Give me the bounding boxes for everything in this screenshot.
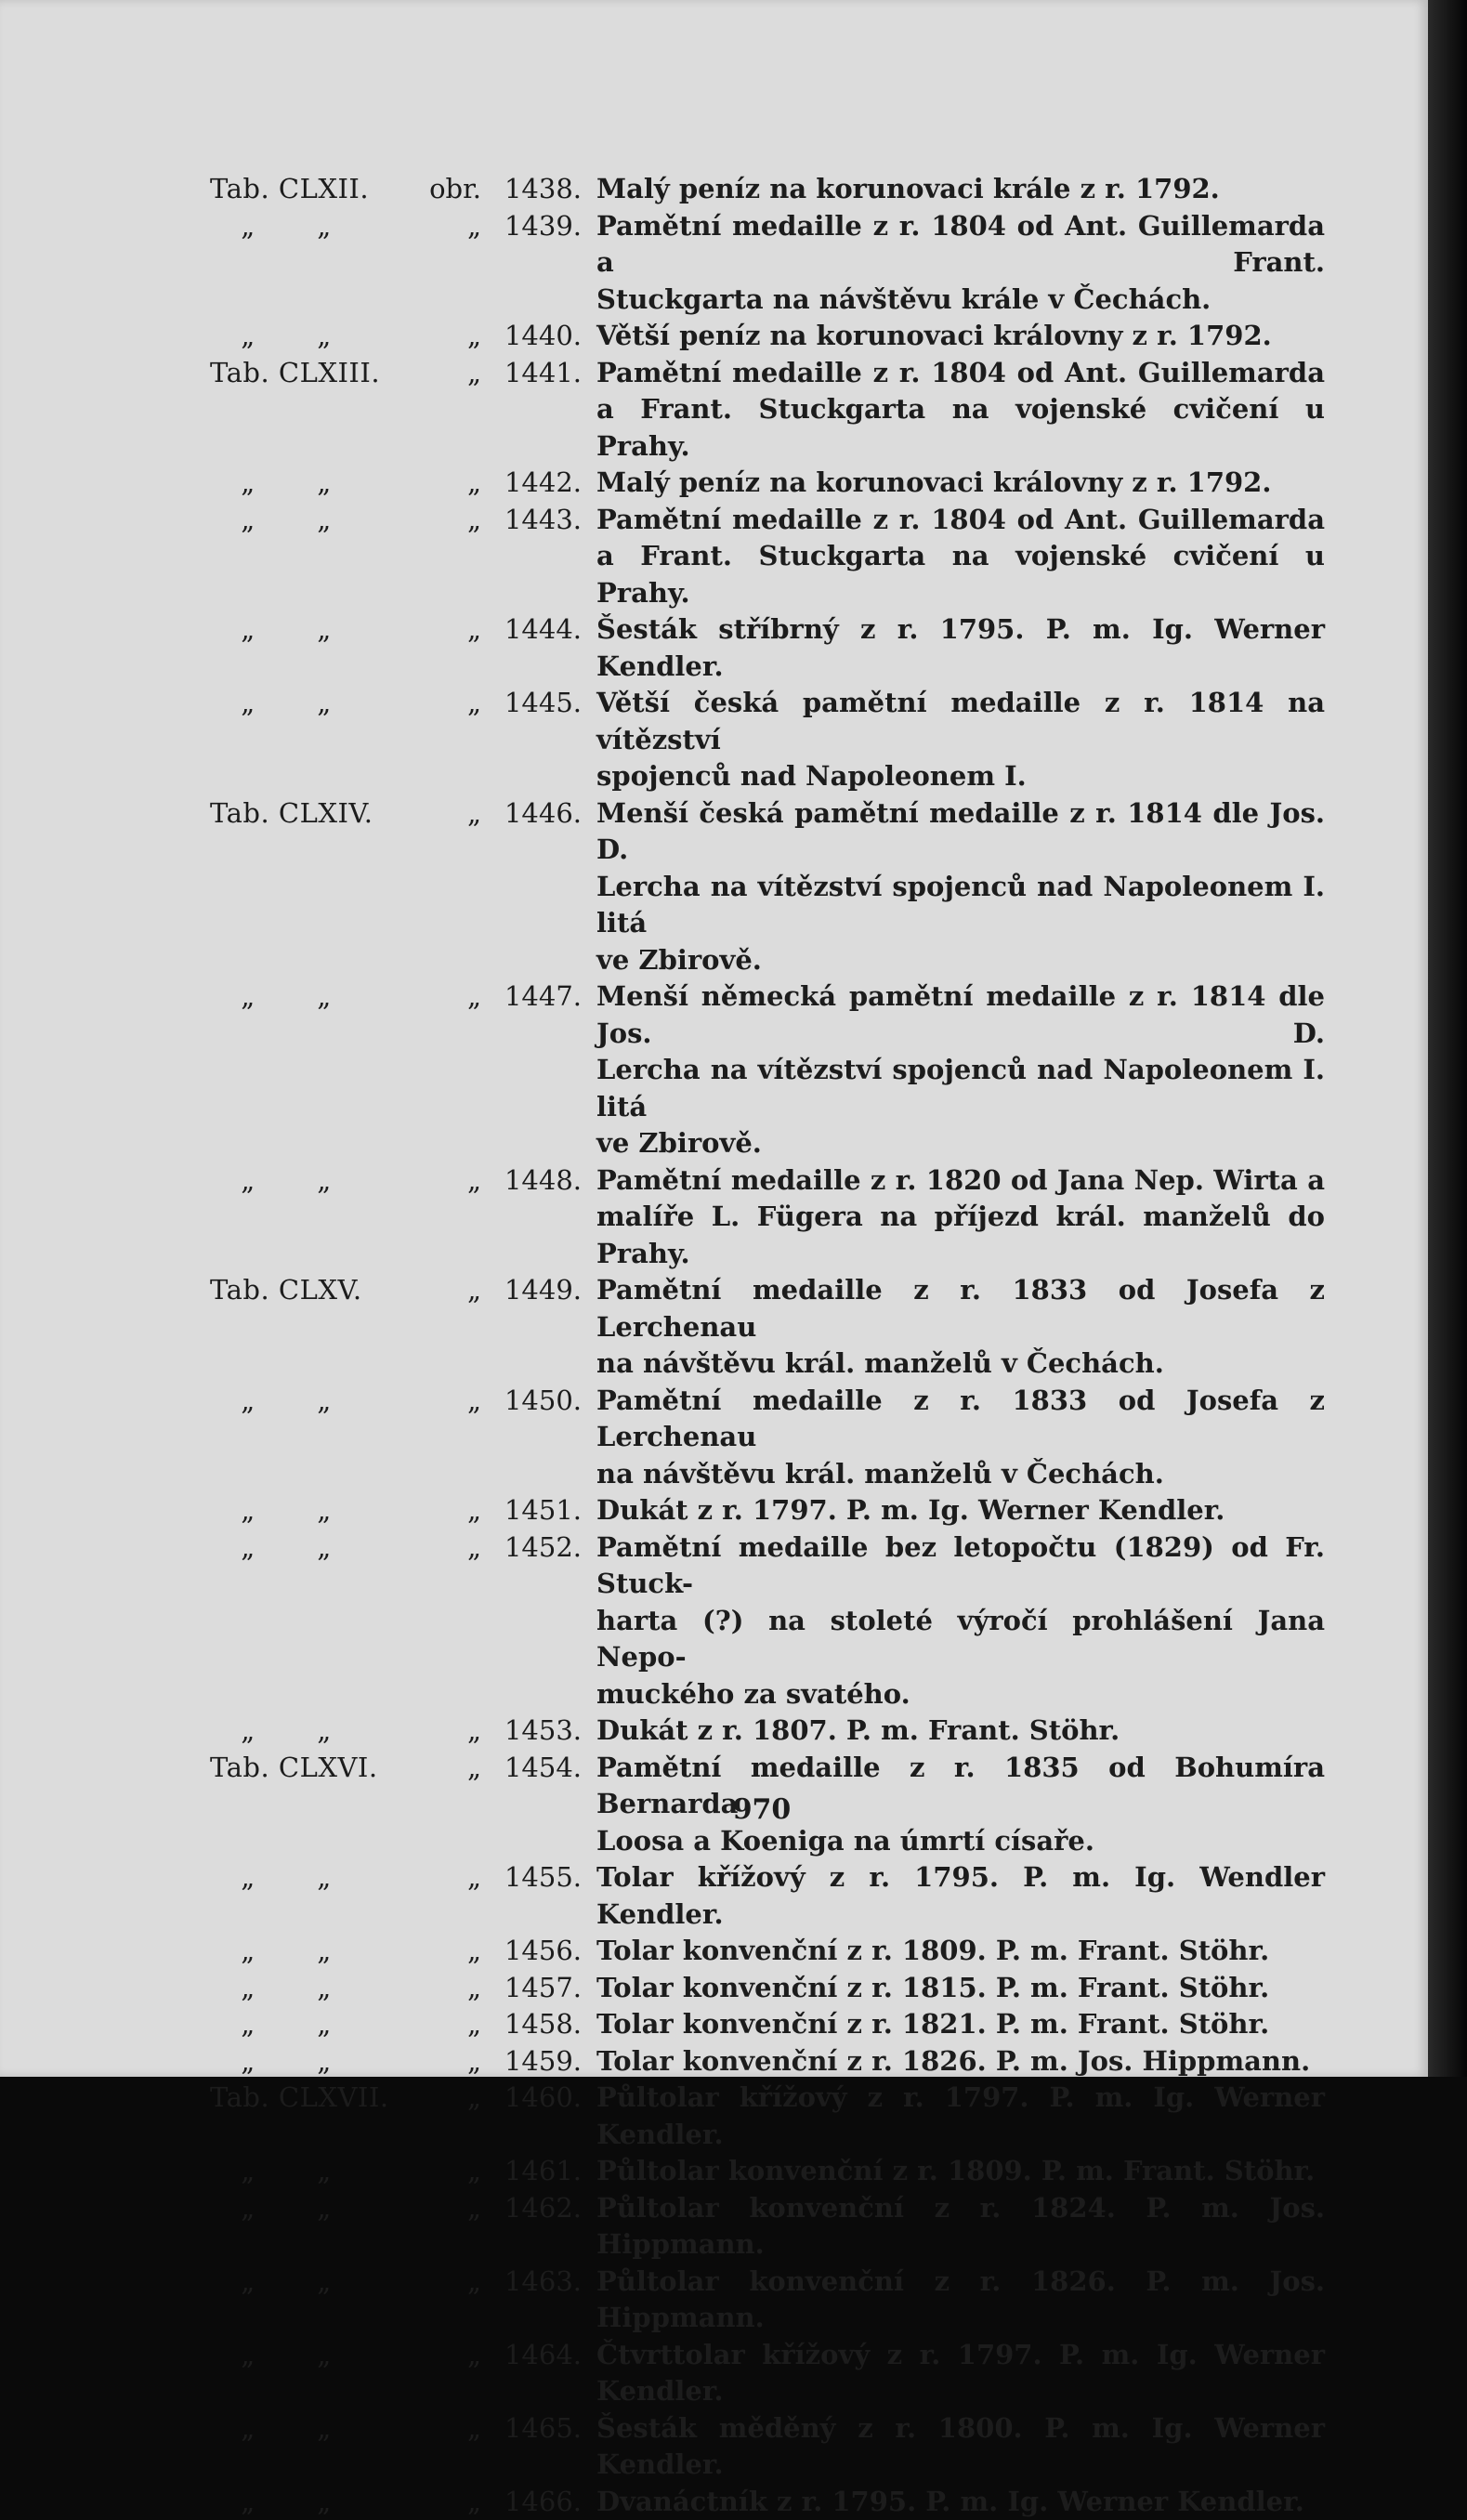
description-line: muckého za svatého. (596, 1676, 1325, 1713)
ditto-mark: „ (286, 465, 362, 502)
description-line: Pamětní medaille z r. 1804 od Ant. Guillemarda (596, 355, 1325, 392)
ditto-mark: „ (210, 2190, 286, 2227)
description-line: Malý peníz na korunovaci královny z r. 1792. (596, 465, 1325, 502)
ditto-mark: „ (286, 2006, 362, 2043)
description-line: Malý peníz na korunovaci krále z r. 1792. (596, 171, 1325, 208)
entry-row (210, 1713, 1325, 1750)
entry-description (596, 2264, 1325, 2337)
description-line: a Frant. Stuckgarta na vojenské cvičení u Prahy. (596, 391, 1325, 465)
ditto-mark: „ (286, 1970, 362, 2007)
figure-label: „ (424, 1383, 494, 1420)
entry-number: 1450. (494, 1383, 596, 1420)
entry-row (210, 355, 1325, 466)
entry-description (596, 2080, 1325, 2153)
entry-number: 1454. (494, 1750, 596, 1787)
ditto-mark: „ (210, 2153, 286, 2190)
plate-reference (210, 1162, 424, 1200)
entry-description (596, 685, 1325, 795)
plate-reference: Tab. CLXIV. (210, 795, 424, 833)
figure-label: „ (424, 1272, 494, 1309)
ditto-mark: „ (210, 2006, 286, 2043)
entry-row (210, 2080, 1325, 2153)
plate-reference (210, 502, 424, 539)
plate-reference (210, 2043, 424, 2080)
description-line: Menší česká pamětní medaille z r. 1814 dle Jos. D. (596, 795, 1325, 869)
figure-label: „ (424, 795, 494, 833)
entry-description (596, 1162, 1325, 1273)
entry-row (210, 978, 1325, 1162)
entry-description (596, 355, 1325, 466)
entry-number: 1442. (494, 465, 596, 502)
figure-label: „ (424, 1529, 494, 1567)
ditto-mark: „ (210, 611, 286, 649)
description-line: na návštěvu král. manželů v Čechách. (596, 1345, 1325, 1383)
entry-row (210, 2410, 1325, 2484)
entry-number: 1447. (494, 978, 596, 1016)
plate-reference (210, 1933, 424, 1970)
figure-label: „ (424, 2337, 494, 2374)
ditto-mark: „ (210, 1713, 286, 1750)
figure-label: „ (424, 978, 494, 1016)
ditto-mark: „ (286, 978, 362, 1016)
description-line: Tolar konvenční z r. 1826. P. m. Jos. Hippmann. (596, 2043, 1325, 2080)
entry-number: 1465. (494, 2410, 596, 2448)
plate-reference (210, 2153, 424, 2190)
ditto-mark: „ (210, 2484, 286, 2520)
description-line: malíře L. Fügera na příjezd král. manželů do Prahy. (596, 1199, 1325, 1272)
figure-label: „ (424, 502, 494, 539)
ditto-mark: „ (286, 1933, 362, 1970)
plate-reference (210, 2006, 424, 2043)
entry-number: 1462. (494, 2190, 596, 2227)
ditto-mark: „ (286, 2043, 362, 2080)
entry-row (210, 2190, 1325, 2264)
ditto-mark: „ (286, 1162, 362, 1200)
ditto-mark: „ (210, 502, 286, 539)
ditto-mark: „ (286, 1492, 362, 1529)
description-line: Pamětní medaille z r. 1833 od Josefa z Lerchenau (596, 1272, 1325, 1345)
entry-description (596, 795, 1325, 979)
description-line: ve Zbirově. (596, 942, 1325, 979)
entry-description (596, 2006, 1325, 2043)
figure-label: „ (424, 2043, 494, 2080)
entry-number: 1455. (494, 1859, 596, 1897)
entry-row (210, 611, 1325, 685)
plate-reference (210, 1529, 424, 1567)
description-line: Dvanáctník z r. 1795. P. m. Ig. Werner Kendler. (596, 2484, 1325, 2520)
description-line: Dukát z r. 1807. P. m. Frant. Stöhr. (596, 1713, 1325, 1750)
entry-description (596, 1529, 1325, 1713)
entry-row (210, 1492, 1325, 1529)
entry-description (596, 978, 1325, 1162)
entry-row (210, 1933, 1325, 1970)
figure-label: obr. (424, 171, 494, 208)
figure-label: „ (424, 1162, 494, 1200)
ditto-mark: „ (210, 1970, 286, 2007)
figure-label: „ (424, 318, 494, 355)
entry-row (210, 502, 1325, 612)
plate-reference: Tab. CLXIII. (210, 355, 424, 392)
entry-number: 1444. (494, 611, 596, 649)
figure-label: „ (424, 1492, 494, 1529)
entry-description (596, 1383, 1325, 1493)
figure-label: „ (424, 2410, 494, 2448)
ditto-mark: „ (210, 208, 286, 245)
ditto-mark: „ (210, 2264, 286, 2301)
entry-number: 1446. (494, 795, 596, 833)
figure-label: „ (424, 1713, 494, 1750)
figure-label: „ (424, 1933, 494, 1970)
plate-reference (210, 1859, 424, 1897)
description-line: spojenců nad Napoleonem I. (596, 758, 1325, 795)
plate-reference (210, 1383, 424, 1420)
entry-number: 1463. (494, 2264, 596, 2301)
entry-number: 1448. (494, 1162, 596, 1200)
ditto-mark: „ (286, 2484, 362, 2520)
description-line: a Frant. Stuckgarta na vojenské cvičení u Prahy. (596, 538, 1325, 611)
entry-row (210, 171, 1325, 208)
entry-description (596, 1713, 1325, 1750)
description-line: Loosa a Koeniga na úmrtí císaře. (596, 1823, 1325, 1860)
ditto-mark: „ (286, 2264, 362, 2301)
entry-row (210, 685, 1325, 795)
plate-reference (210, 1970, 424, 2007)
ditto-mark: „ (286, 2190, 362, 2227)
ditto-mark: „ (286, 318, 362, 355)
figure-label: „ (424, 2153, 494, 2190)
ditto-mark: „ (286, 1529, 362, 1567)
description-line: Pamětní medaille z r. 1820 od Jana Nep. Wirta a (596, 1162, 1325, 1200)
entry-number: 1460. (494, 2080, 596, 2117)
entry-number: 1453. (494, 1713, 596, 1750)
entry-row (210, 1970, 1325, 2007)
ditto-mark: „ (210, 318, 286, 355)
ditto-mark: „ (210, 1492, 286, 1529)
ditto-mark: „ (210, 465, 286, 502)
plate-reference: Tab. CLXVII. (210, 2080, 424, 2117)
entry-row (210, 2006, 1325, 2043)
ditto-mark: „ (210, 685, 286, 722)
description-line: Šesták stříbrný z r. 1795. P. m. Ig. Werner Kendler. (596, 611, 1325, 685)
entry-row (210, 318, 1325, 355)
description-line: Tolar konvenční z r. 1815. P. m. Frant. Stöhr. (596, 1970, 1325, 2007)
entry-row (210, 795, 1325, 979)
entry-description (596, 1970, 1325, 2007)
plate-reference (210, 611, 424, 649)
entry-description (596, 465, 1325, 502)
ditto-mark: „ (286, 2337, 362, 2374)
entry-row (210, 1859, 1325, 1933)
plate-reference (210, 2264, 424, 2301)
plate-reference (210, 685, 424, 722)
entry-number: 1439. (494, 208, 596, 245)
description-line: Půltolar křížový z r. 1797. P. m. Ig. Werner Kendler. (596, 2080, 1325, 2153)
description-line: ve Zbirově. (596, 1125, 1325, 1162)
description-line: Půltolar konvenční z r. 1809. P. m. Frant. Stöhr. (596, 2153, 1325, 2190)
plate-reference (210, 208, 424, 245)
description-line: harta (?) na stoleté výročí prohlášení Jana Nepo- (596, 1603, 1325, 1676)
plate-reference (210, 2337, 424, 2374)
entry-description (596, 318, 1325, 355)
plate-reference (210, 2410, 424, 2448)
description-line: Pamětní medaille z r. 1804 od Ant. Guillemarda a Frant. (596, 208, 1325, 282)
entry-description (596, 2337, 1325, 2410)
entry-row (210, 1162, 1325, 1273)
entry-description (596, 208, 1325, 319)
description-line: Půltolar konvenční z r. 1824. P. m. Jos. Hippmann. (596, 2190, 1325, 2264)
entry-row (210, 1529, 1325, 1713)
entry-row (210, 2043, 1325, 2080)
entry-row (210, 2337, 1325, 2410)
entry-row (210, 2264, 1325, 2337)
ditto-mark: „ (286, 611, 362, 649)
plate-reference (210, 1492, 424, 1529)
ditto-mark: „ (286, 2410, 362, 2448)
entry-number: 1438. (494, 171, 596, 208)
ditto-mark: „ (210, 1162, 286, 1200)
description-line: Menší německá pamětní medaille z r. 1814 dle Jos. D. (596, 978, 1325, 1052)
entry-number: 1452. (494, 1529, 596, 1567)
entry-description (596, 2153, 1325, 2190)
plate-reference (210, 1713, 424, 1750)
entry-description (596, 1859, 1325, 1933)
plate-reference: Tab. CLXVI. (210, 1750, 424, 1787)
entry-row (210, 208, 1325, 319)
ditto-mark: „ (210, 1933, 286, 1970)
figure-label: „ (424, 611, 494, 649)
entry-row (210, 1383, 1325, 1493)
entry-description (596, 2410, 1325, 2484)
entry-number: 1458. (494, 2006, 596, 2043)
figure-label: „ (424, 2264, 494, 2301)
entry-number: 1445. (494, 685, 596, 722)
plate-reference (210, 2190, 424, 2227)
entry-description (596, 502, 1325, 612)
scan-edge (1428, 0, 1467, 2077)
description-line: Dukát z r. 1797. P. m. Ig. Werner Kendler. (596, 1492, 1325, 1529)
figure-label: „ (424, 685, 494, 722)
ditto-mark: „ (210, 1529, 286, 1567)
entry-number: 1443. (494, 502, 596, 539)
ditto-mark: „ (210, 2410, 286, 2448)
plate-reference (210, 465, 424, 502)
entry-description (596, 1933, 1325, 1970)
figure-label: „ (424, 2006, 494, 2043)
entry-number: 1451. (494, 1492, 596, 1529)
ditto-mark: „ (210, 1859, 286, 1897)
ditto-mark: „ (210, 1383, 286, 1420)
description-line: Tolar konvenční z r. 1821. P. m. Frant. Stöhr. (596, 2006, 1325, 2043)
entry-row (210, 2484, 1325, 2520)
ditto-mark: „ (210, 978, 286, 1016)
description-line: Větší česká pamětní medaille z r. 1814 na vítězství (596, 685, 1325, 758)
description-line: Lercha na vítězství spojenců nad Napoleonem I. litá (596, 1052, 1325, 1125)
description-line: Větší peníz na korunovaci královny z r. 1792. (596, 318, 1325, 355)
plate-reference: Tab. CLXV. (210, 1272, 424, 1309)
figure-label: „ (424, 1750, 494, 1787)
figure-label: „ (424, 2190, 494, 2227)
entry-number: 1449. (494, 1272, 596, 1309)
description-line: Půltolar konvenční z r. 1826. P. m. Jos. Hippmann. (596, 2264, 1325, 2337)
entry-description (596, 1272, 1325, 1383)
description-line: Pamětní medaille bez letopočtu (1829) od Fr. Stuck- (596, 1529, 1325, 1603)
figure-label: „ (424, 1859, 494, 1897)
description-line: Tolar konvenční z r. 1809. P. m. Frant. Stöhr. (596, 1933, 1325, 1970)
description-line: Lercha na vítězství spojenců nad Napoleonem I. litá (596, 869, 1325, 942)
figure-label: „ (424, 2080, 494, 2117)
entry-description (596, 171, 1325, 208)
entry-number: 1466. (494, 2484, 596, 2520)
ditto-mark: „ (286, 2153, 362, 2190)
ditto-mark: „ (286, 685, 362, 722)
entry-number: 1456. (494, 1933, 596, 1970)
ditto-mark: „ (286, 1713, 362, 1750)
description-line: na návštěvu král. manželů v Čechách. (596, 1456, 1325, 1493)
description-line: Pamětní medaille z r. 1835 od Bohumíra Bernarda (596, 1750, 1325, 1823)
figure-label: „ (424, 208, 494, 245)
ditto-mark: „ (210, 2043, 286, 2080)
entry-number: 1440. (494, 318, 596, 355)
entry-number: 1459. (494, 2043, 596, 2080)
ditto-mark: „ (210, 2337, 286, 2374)
description-line: Šesták měděný z r. 1800. P. m. Ig. Werner Kendler. (596, 2410, 1325, 2484)
entry-description (596, 1492, 1325, 1529)
entry-number: 1457. (494, 1970, 596, 2007)
entry-number: 1464. (494, 2337, 596, 2374)
description-line: Tolar křížový z r. 1795. P. m. Ig. Wendler Kendler. (596, 1859, 1325, 1933)
description-line: Pamětní medaille z r. 1804 od Ant. Guillemarda (596, 502, 1325, 539)
entry-description (596, 2484, 1325, 2520)
ditto-mark: „ (286, 1859, 362, 1897)
figure-label: „ (424, 1970, 494, 2007)
page-number: 970 (650, 1793, 873, 1826)
plate-reference (210, 978, 424, 1016)
entry-row (210, 2153, 1325, 2190)
description-line: Stuckgarta na návštěvu krále v Čechách. (596, 282, 1325, 319)
ditto-mark: „ (286, 208, 362, 245)
figure-label: „ (424, 2484, 494, 2520)
figure-label: „ (424, 355, 494, 392)
plate-reference (210, 2484, 424, 2520)
description-line: Čtvrttolar křížový z r. 1797. P. m. Ig. Werner Kendler. (596, 2337, 1325, 2410)
entry-row (210, 465, 1325, 502)
entry-description (596, 2190, 1325, 2264)
ditto-mark: „ (286, 502, 362, 539)
entry-description (596, 2043, 1325, 2080)
description-line: Pamětní medaille z r. 1833 od Josefa z Lerchenau (596, 1383, 1325, 1456)
entry-number: 1461. (494, 2153, 596, 2190)
entry-list (210, 171, 1325, 2520)
entry-description (596, 611, 1325, 685)
figure-label: „ (424, 465, 494, 502)
plate-reference (210, 318, 424, 355)
entry-row (210, 1272, 1325, 1383)
entry-number: 1441. (494, 355, 596, 392)
ditto-mark: „ (286, 1383, 362, 1420)
plate-reference: Tab. CLXII. (210, 171, 424, 208)
